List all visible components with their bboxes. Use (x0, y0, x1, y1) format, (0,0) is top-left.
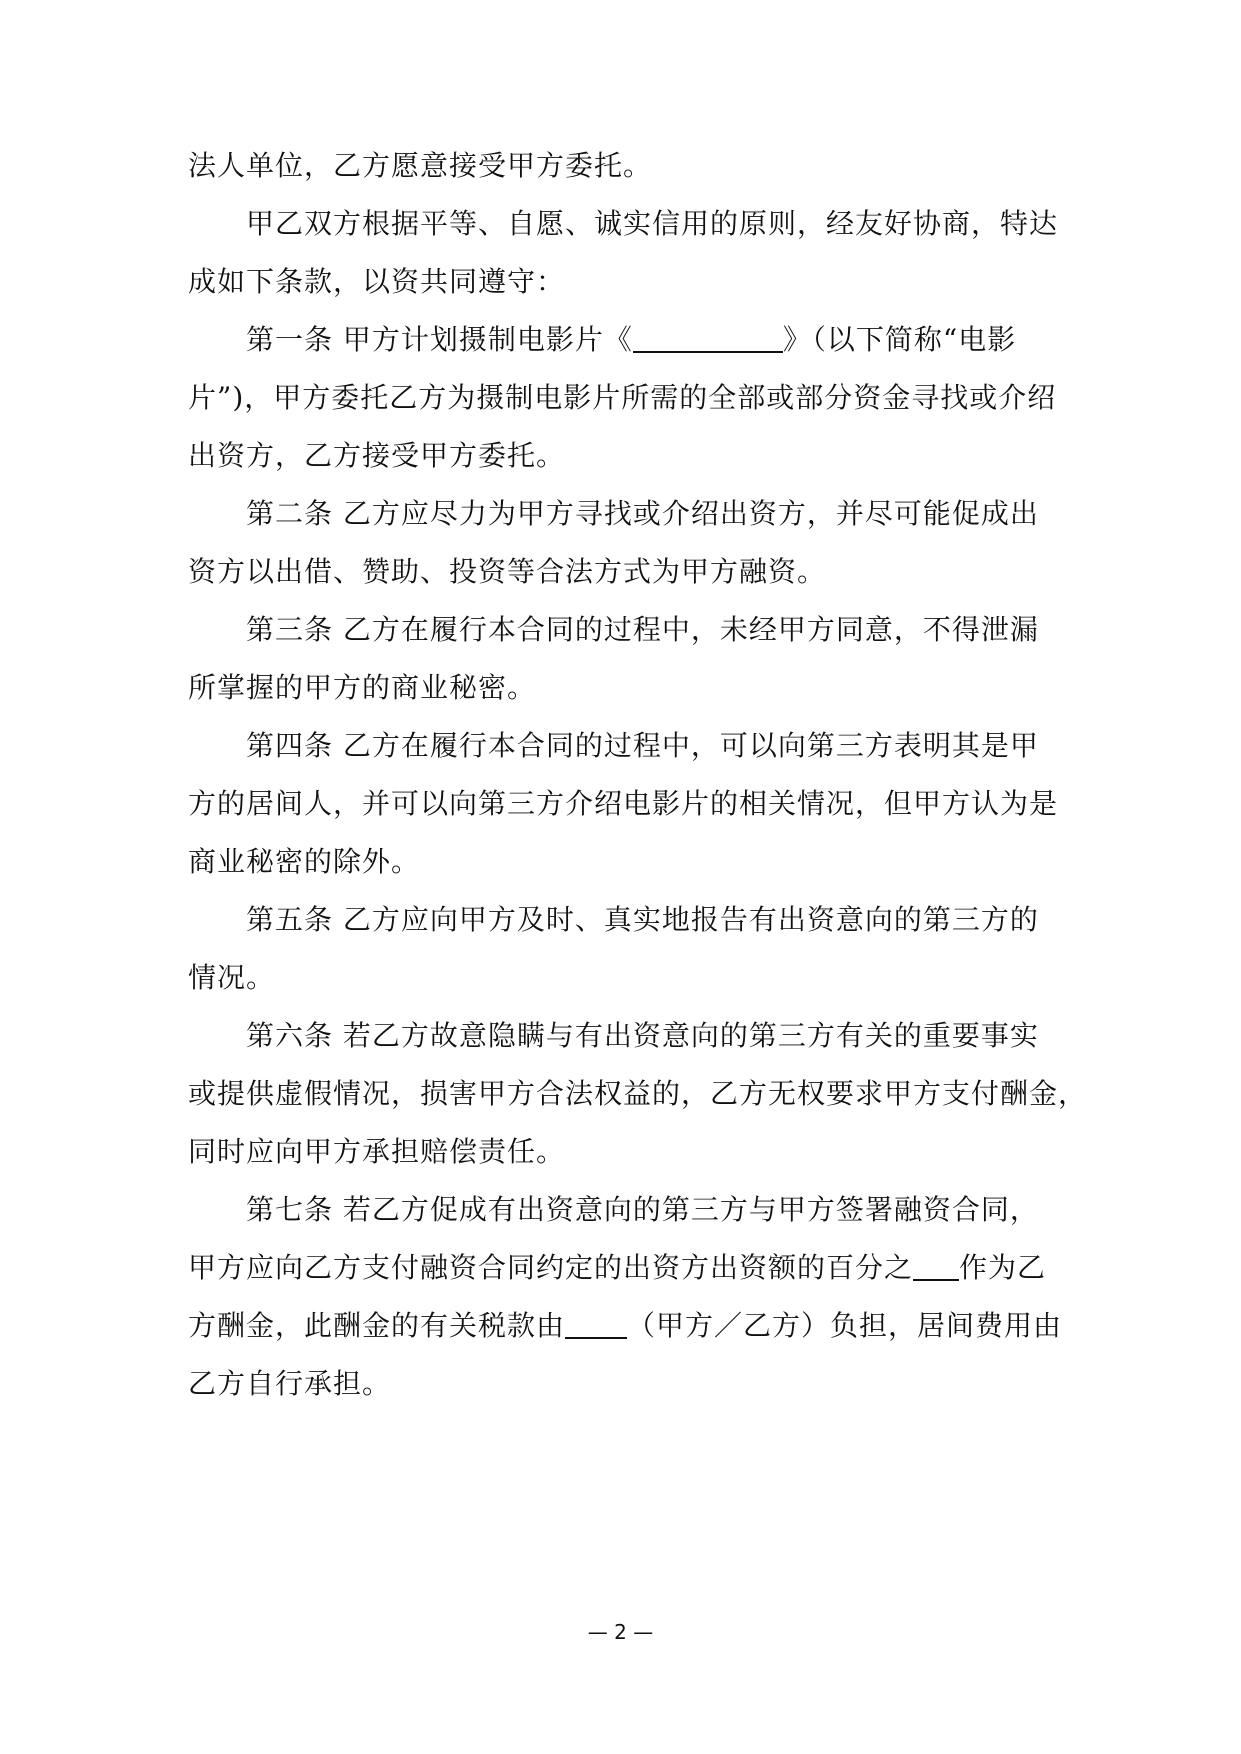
clause-7-line (188, 1248, 1241, 1288)
clause-1-line (246, 320, 1241, 360)
paragraph-line: 第七条 若乙方促成有出资意向的第三方与甲方签署融资合同， (246, 1193, 1039, 1226)
paragraph-line: 第二条 乙方应尽力为甲方寻找或介绍出资方，并尽可能促成出 (246, 497, 1039, 530)
clause-7-text-c: 方酬金，此酬金的有关税款由 (188, 1309, 566, 1342)
clause-7-text-d: （甲方／乙方）负担，居间费用由 (627, 1309, 1063, 1342)
paragraph-line: 片”)，甲方委托乙方为摄制电影片所需的全部或部分资金寻找或介绍 (188, 381, 1057, 414)
clause-7-text-a: 甲方应向乙方支付融资合同约定的出资方出资额的百分之 (188, 1251, 914, 1284)
paragraph-line: 乙方自行承担。 (188, 1367, 392, 1400)
paragraph-line: 第四条 乙方在履行本合同的过程中，可以向第三方表明其是甲 (246, 729, 1039, 762)
paragraph-line: 第三条 乙方在履行本合同的过程中，未经甲方同意，不得泄漏 (246, 613, 1039, 646)
page-number: — 2 — (587, 1620, 654, 1644)
paragraph-line: 法人单位，乙方愿意接受甲方委托。 (188, 149, 653, 182)
paragraph-line: 出资方，乙方接受甲方委托。 (188, 439, 566, 472)
paragraph-line: 第六条 若乙方故意隐瞒与有出资意向的第三方有关的重要事实 (246, 1019, 1039, 1052)
paragraph-line: 第五条 乙方应向甲方及时、真实地报告有出资意向的第三方的 (246, 903, 1039, 936)
clause-7-text-b: 作为乙 (959, 1251, 1047, 1284)
clause-1-text-a: 第一条 甲方计划摄制电影片《 (246, 323, 633, 356)
paragraph-line: 甲乙双方根据平等、自愿、诚实信用的原则，经友好协商，特达 (246, 207, 1059, 240)
paragraph-line: 资方以出借、赞助、投资等合法方式为甲方融资。 (188, 555, 827, 588)
paragraph-line: 同时应向甲方承担赔偿责任。 (188, 1135, 566, 1168)
tax-payer-blank (565, 1307, 627, 1339)
paragraph-line: 或提供虚假情况，损害甲方合法权益的，乙方无权要求甲方支付酬金， (188, 1077, 1088, 1110)
paragraph-line: 所掌握的甲方的商业秘密。 (188, 671, 537, 704)
paragraph-line: 商业秘密的除外。 (188, 845, 421, 878)
paragraph-line: 情况。 (188, 961, 276, 994)
percentage-blank (913, 1249, 959, 1281)
clause-7-tax-line (188, 1306, 1241, 1346)
paragraph-line: 方的居间人，并可以向第三方介绍电影片的相关情况，但甲方认为是 (188, 787, 1059, 820)
clause-1-text-b: 》（以下简称“电影 (782, 323, 1017, 356)
paragraph-line: 成如下条款，以资共同遵守： (188, 265, 566, 298)
film-title-blank (633, 321, 783, 353)
